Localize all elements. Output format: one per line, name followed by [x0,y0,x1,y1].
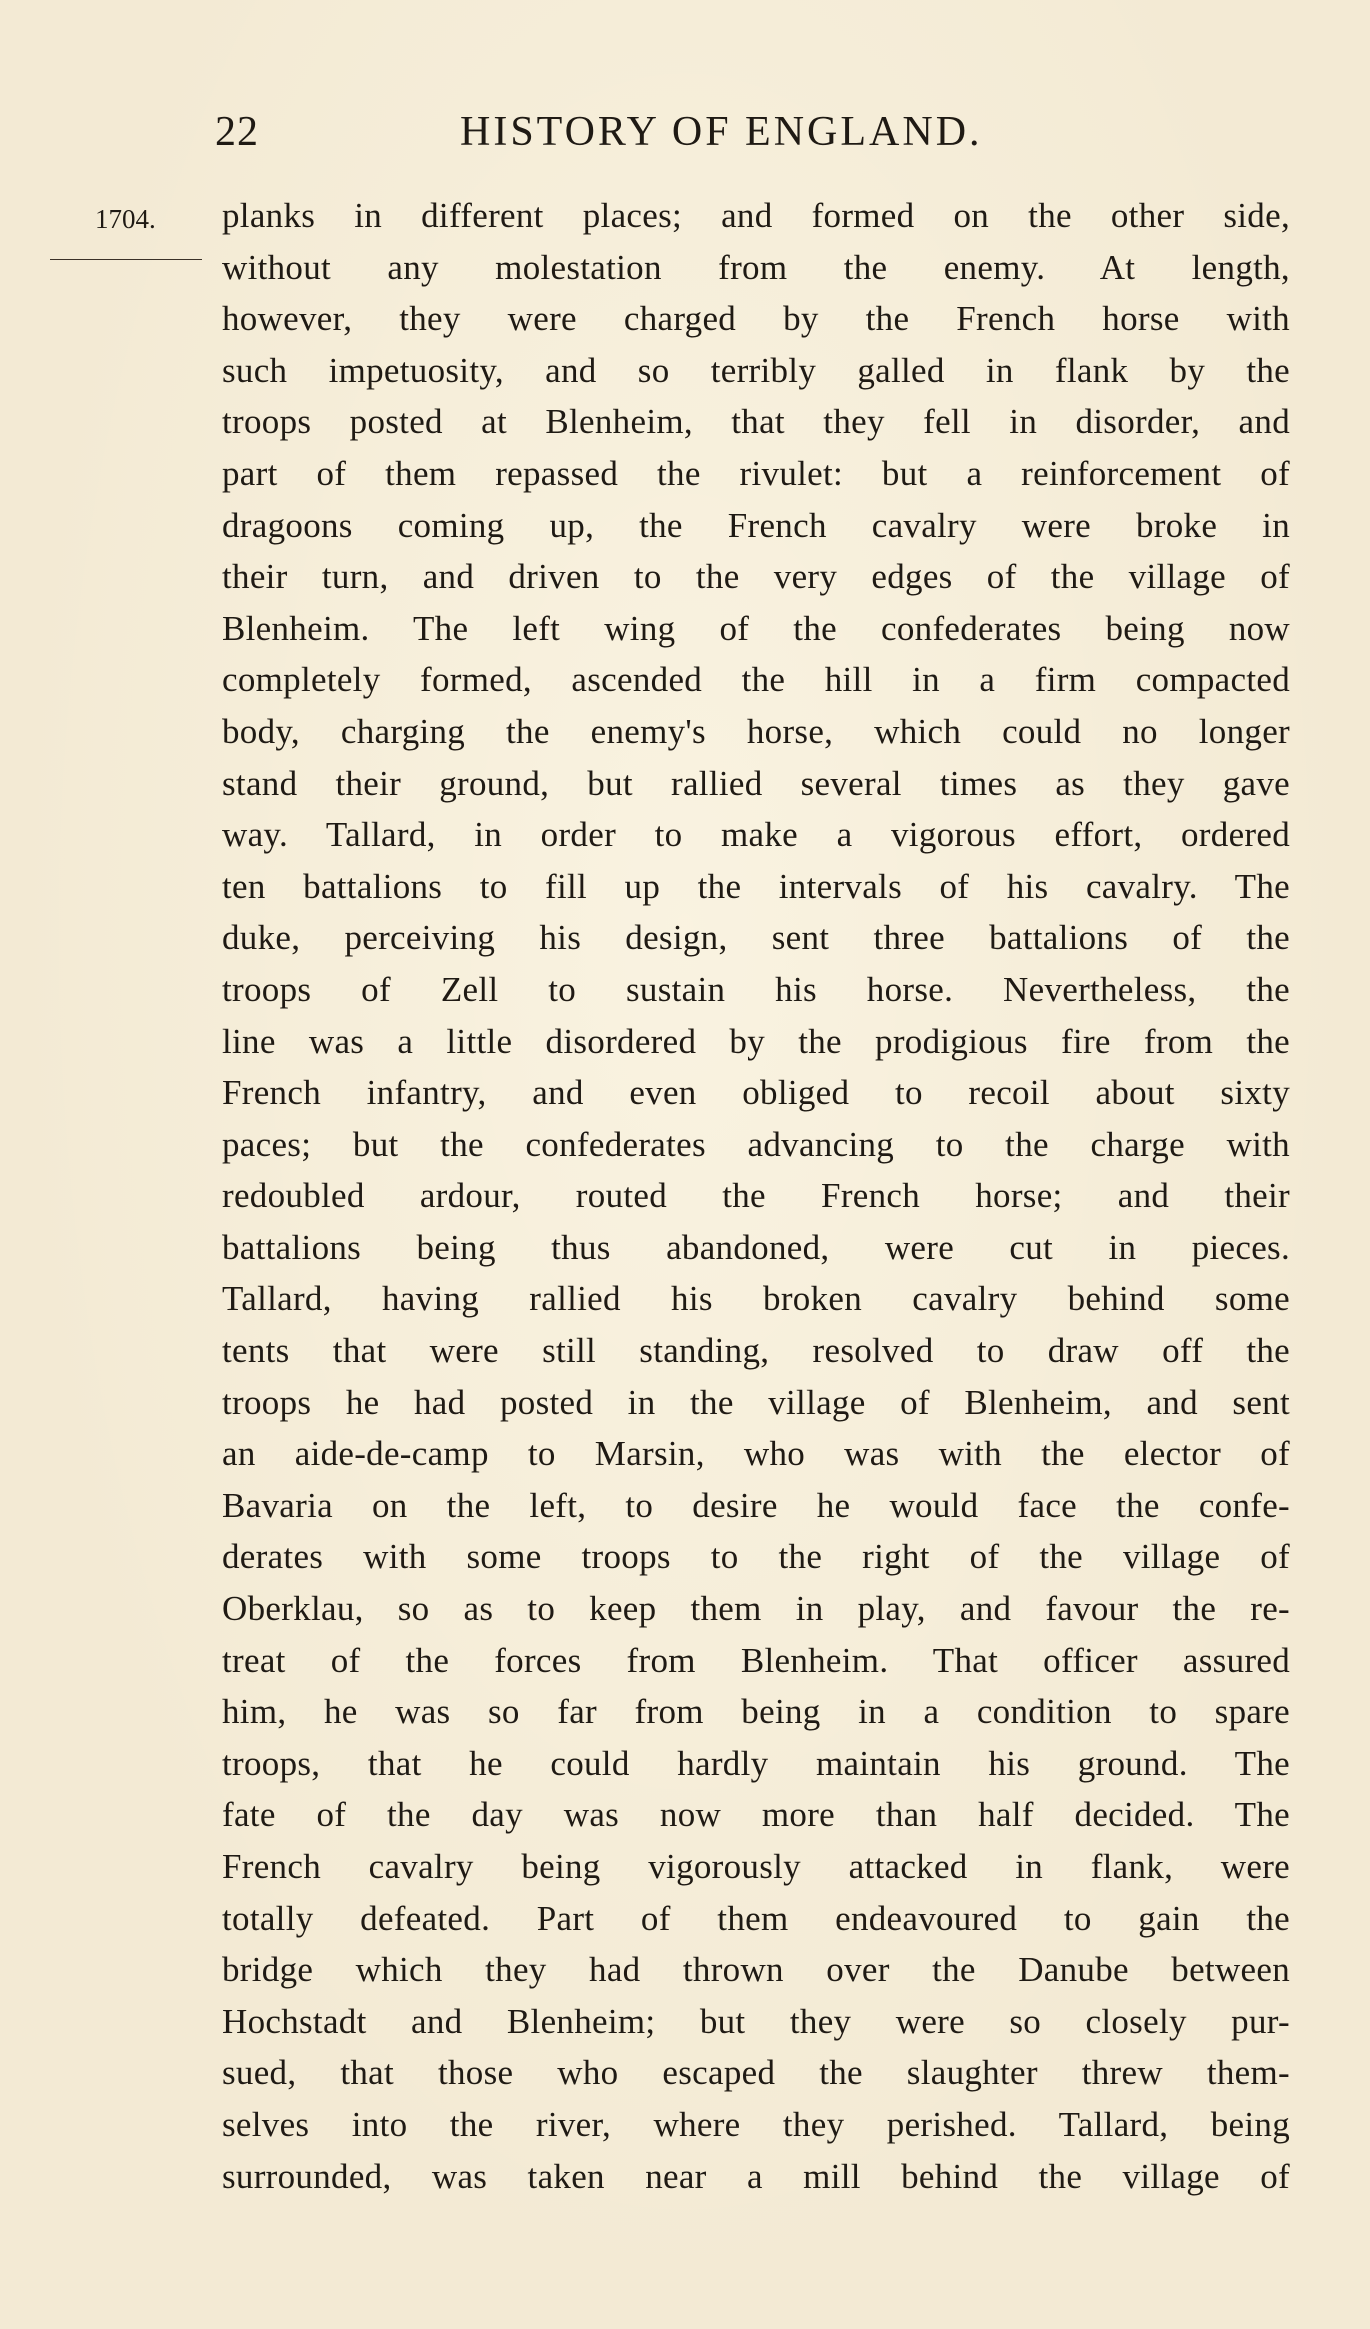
running-title: HISTORY OF ENGLAND. [460,109,983,155]
page-number: 22 [215,109,259,155]
text-line: battalions being thus abandoned, were cut in pieces. [222,1227,1290,1267]
text-line: an aide-de-camp to Marsin, who was with the elector of [222,1434,1290,1474]
text-line: ten battalions to fill up the intervals of his cavalry. The [222,866,1290,906]
text-line: derates with some troops to the right of the village of [222,1537,1290,1577]
text-line: troops he had posted in the village of Blenheim, and sent [222,1382,1290,1422]
text-line: totally defeated. Part of them endeavoured to gain the [222,1898,1290,1938]
text-line: Hochstadt and Blenheim; but they were so closely pur- [222,2001,1290,2041]
text-line: surrounded, was taken near a mill behind the village of [222,2156,1290,2196]
text-line: planks in different places; and formed on the other side, [222,196,1290,235]
text-line: redoubled ardour, routed the French horse; and their [222,1176,1290,1216]
text-line: paces; but the confederates advancing to the charge with [222,1124,1290,1164]
text-line: troops, that he could hardly maintain his ground. The [222,1743,1290,1783]
text-line: treat of the forces from Blenheim. That officer assured [222,1640,1290,1680]
text-line: way. Tallard, in order to make a vigorous effort, ordered [222,815,1290,855]
text-line: line was a little disordered by the prodigious fire from the [222,1021,1290,1061]
text-line: French cavalry being vigorously attacked in flank, were [222,1847,1290,1886]
text-line: body, charging the enemy's horse, which could no longer [222,711,1290,751]
text-line: tents that were still standing, resolved to draw off the [222,1331,1290,1371]
text-line: however, they were charged by the French horse with [222,299,1290,339]
text-line: part of them repassed the rivulet: but a reinforcement of [222,453,1290,493]
text-line: bridge which they had thrown over the Danube between [222,1950,1290,1990]
text-line: him, he was so far from being in a condition to spare [222,1692,1290,1732]
text-line: without any molestation from the enemy. At length, [222,247,1290,287]
text-line: their turn, and driven to the very edges of the village of [222,557,1290,597]
text-line: troops posted at Blenheim, that they fell in disorder, and [222,402,1290,442]
text-line: Bavaria on the left, to desire he would face the confe- [222,1485,1290,1525]
text-line: Oberklau, so as to keep them in play, and favour the re- [222,1589,1290,1629]
text-line: Blenheim. The left wing of the confederates being now [222,608,1290,648]
text-line: sued, that those who escaped the slaughter threw them- [222,2053,1290,2093]
text-line: Tallard, having rallied his broken cavalry behind some [222,1279,1290,1319]
margin-rule [50,259,202,260]
text-line: completely formed, ascended the hill in a firm compacted [222,660,1290,700]
text-line: fate of the day was now more than half decided. The [222,1795,1290,1835]
text-line: such impetuosity, and so terribly galled in flank by the [222,350,1290,390]
text-line: dragoons coming up, the French cavalry were broke in [222,505,1290,545]
margin-year-note: 1704. [95,204,156,234]
body-text [222,190,1290,2202]
page-header [215,108,1295,168]
text-line: French infantry, and even obliged to recoil about sixty [222,1073,1290,1113]
text-line: stand their ground, but rallied several times as they gave [222,763,1290,803]
text-line: troops of Zell to sustain his horse. Nevertheless, the [222,969,1290,1009]
text-line: duke, perceiving his design, sent three battalions of the [222,918,1290,958]
text-line: selves into the river, where they perished. Tallard, being [222,2104,1290,2144]
